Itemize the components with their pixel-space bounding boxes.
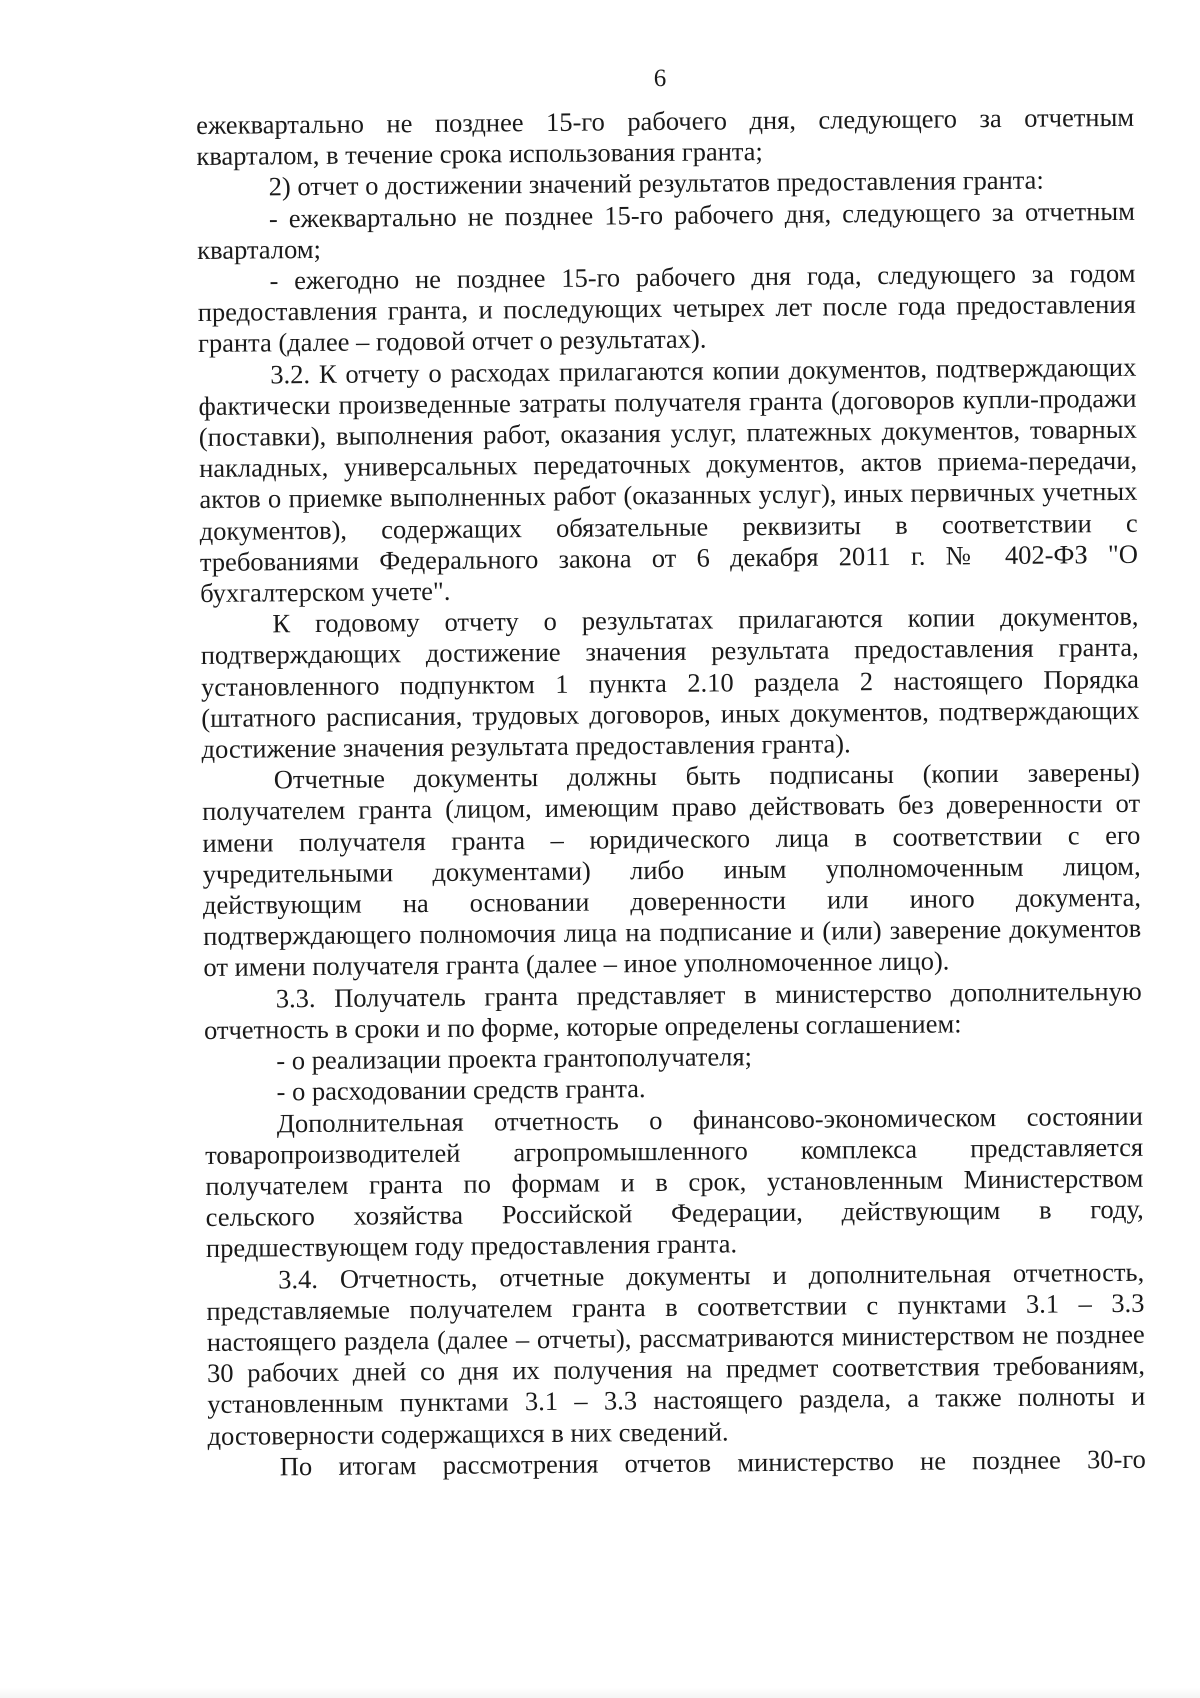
paragraph-continuation: ежеквартально не позднее 15-го рабочего дня, следующего за отчетным кварталом, в течение срока использования гранта;: [196, 101, 1135, 172]
paragraph-3-4: 3.4. Отчетность, отчетные документы и дополнительная отчетность, представляемые получателем гранта в соответствии с пунктами 3.1 – 3.3 настоящего раздела (далее – отчеты), рассматриваются министерством не позднее 30 рабочих дней со дня их получения на предмет соответствия требованиям, установленным пунктами 3.1 – 3.3 настоящего раздела, а также полноты и достоверности содержащихся в них сведений.: [206, 1256, 1146, 1451]
paragraph-review-results: По итогам рассмотрения отчетов министерство не позднее 30-го: [279, 1443, 1146, 1482]
paragraph-quarterly: - ежеквартально не позднее 15-го рабочего дня, следующего за отчетным кварталом;: [197, 195, 1136, 265]
list-item-expenses: - о расходовании средств гранта.: [276, 1073, 646, 1107]
paragraph-signatures: Отчетные документы должны быть подписаны (копии заверены) получателем гранта (лицом, имеющим право действовать без доверенности от имени получателя гранта – юридического лица в соответствии с его учредительными документами) либо иным уполномоченным лицом, действующим на основании доверенности или иного документа, подтверждающего полномочия лица на подписание и (или) заверение документов от имени получателя гранта (далее – иное уполномоченное лицо).: [201, 757, 1142, 983]
paragraph-annual-report: К годовому отчету о результатах прилагаются копии документов, подтверждающих достижение значения результата предоставления гранта, установленного подпунктом 1 пункта 2.10 раздела 2 настоящего Порядка (штатного расписания, трудовых договоров, иных документов, подтверждающих достижение значения результата предоставления гранта).: [200, 601, 1140, 765]
paragraph-additional-reporting: Дополнительная отчетность о финансово-экономическом состоянии товаропроизводителей агропромышленного комплекса представляется получателем гранта по формам и в срок, установленным Министерством сельского хозяйства Российской Федерации, действующим в году, предшествующем году предоставления гранта.: [204, 1100, 1144, 1264]
page-number: 6: [653, 65, 667, 92]
document-body: [196, 102, 1146, 1483]
paragraph-annual: - ежегодно не позднее 15-го рабочего дня года, следующего за годом предоставления гранта, и последующих четырех лет после года предоставления гранта (далее – годовой отчет о результатах).: [197, 257, 1136, 359]
list-item-project: - о реализации проекта грантополучателя;: [276, 1041, 753, 1076]
scan-edge: [0, 1688, 1200, 1698]
paragraph-3-2: 3.2. К отчету о расходах прилагаются копии документов, подтверждающих фактически произведенные затраты получателя гранта (договоров купли-продажи (поставки), выполнения работ, оказания услуг, платежных документов, товарных накладных, универсальных передаточных документов, актов приема-передачи, актов о приемке выполненных работ (оказанных услуг), иных первичных учетных документов), содержащих обязательные реквизиты в соответствии с требованиями Федерального закона от 6 декабря 2011 г. № 402-ФЗ "О бухгалтерском учете".: [198, 351, 1139, 609]
paragraph-3-3: 3.3. Получатель гранта представляет в министерство дополнительную отчетность в сроки и по форме, которые определены соглашением:: [203, 975, 1142, 1045]
paragraph-item-2: 2) отчет о достижении значений результатов предоставления гранта:: [268, 165, 1044, 202]
